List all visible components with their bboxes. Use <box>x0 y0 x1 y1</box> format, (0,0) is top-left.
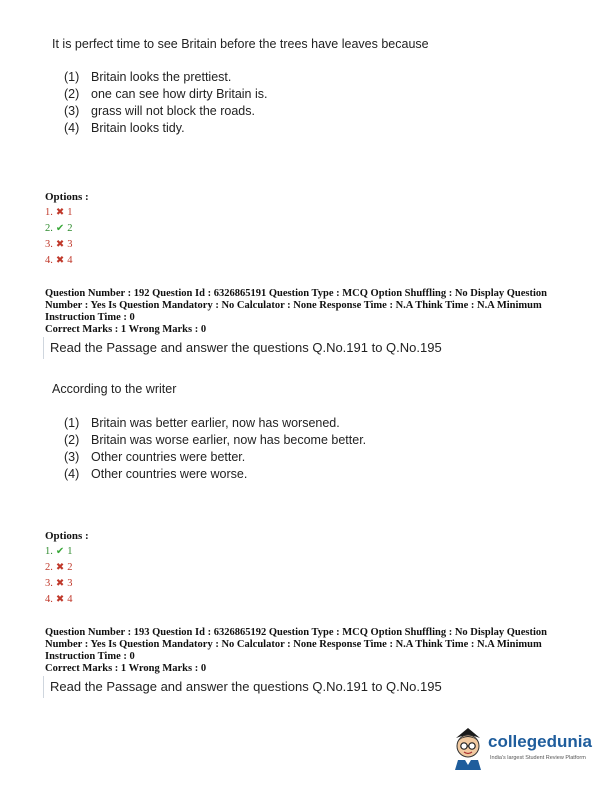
answer-choice <box>64 467 247 481</box>
option-item <box>45 207 73 218</box>
collegedunia-logo <box>450 724 600 774</box>
option-item <box>45 594 73 605</box>
question-text: It is perfect time to see Britain before the trees have leaves because <box>52 37 429 51</box>
option-prefix: 4. <box>45 594 53 605</box>
meta-line: Question Number : 193 Question Id : 6326865192 Question Type : MCQ Option Shuffling : No Display Question <box>45 627 548 638</box>
option-prefix: 2. <box>45 223 53 234</box>
answer-text: Britain was better earlier, now has worsened. <box>91 416 340 430</box>
option-value: 4 <box>67 255 73 266</box>
cross-icon: ✖ <box>55 594 65 605</box>
answer-number: (4) <box>64 467 80 481</box>
cross-icon: ✖ <box>55 207 65 218</box>
meta-line: Number : Yes Is Question Mandatory : No Calculator : None Response Time : N.A Think Time : N.A Minimum <box>45 300 542 311</box>
option-value: 4 <box>67 594 73 605</box>
option-value: 3 <box>67 239 73 250</box>
option-item <box>45 223 73 234</box>
answer-choice <box>64 104 255 118</box>
logo-tagline: India's largest Student Review Platform <box>490 755 586 761</box>
cross-icon: ✖ <box>55 239 65 250</box>
answer-choice <box>64 87 267 101</box>
logo-wordmark: collegedunia <box>488 732 592 751</box>
option-value: 1 <box>67 546 73 557</box>
meta-line: Number : Yes Is Question Mandatory : No Calculator : None Response Time : N.A Think Time : N.A Minimum <box>45 639 542 650</box>
check-icon: ✔ <box>55 223 65 234</box>
cross-icon: ✖ <box>55 578 65 589</box>
option-prefix: 1. <box>45 207 53 218</box>
options-heading: Options : <box>45 191 89 203</box>
meta-line: Instruction Time : 0 <box>45 312 135 323</box>
option-prefix: 4. <box>45 255 53 266</box>
passage-instruction: Read the Passage and answer the questions Q.No.191 to Q.No.195 <box>43 676 570 698</box>
answer-text: Other countries were better. <box>91 450 246 464</box>
option-value: 3 <box>67 578 73 589</box>
answer-number: (2) <box>64 433 80 447</box>
option-prefix: 3. <box>45 578 53 589</box>
option-value: 2 <box>67 223 73 234</box>
answer-text: Britain looks the prettiest. <box>91 70 232 84</box>
answer-number: (1) <box>64 416 80 430</box>
option-prefix: 1. <box>45 546 53 557</box>
answer-choice <box>64 450 245 464</box>
student-mascot-icon <box>450 724 486 772</box>
answer-number: (3) <box>64 450 80 464</box>
answer-choice <box>64 416 340 430</box>
answer-number: (1) <box>64 70 80 84</box>
options-heading: Options : <box>45 530 89 542</box>
marks-line: Correct Marks : 1 Wrong Marks : 0 <box>45 663 207 674</box>
question-text: According to the writer <box>52 382 177 396</box>
answer-text: Britain looks tidy. <box>91 121 185 135</box>
option-item <box>45 562 73 573</box>
option-prefix: 2. <box>45 562 53 573</box>
question-meta <box>45 627 575 675</box>
answer-text: grass will not block the roads. <box>91 104 255 118</box>
option-value: 2 <box>67 562 73 573</box>
answer-choice <box>64 433 366 447</box>
answer-text: Other countries were worse. <box>91 467 248 481</box>
option-item <box>45 578 73 589</box>
check-icon: ✔ <box>55 546 65 557</box>
meta-line: Instruction Time : 0 <box>45 651 135 662</box>
answer-number: (4) <box>64 121 80 135</box>
option-item <box>45 546 73 557</box>
option-item <box>45 239 73 250</box>
answer-text: one can see how dirty Britain is. <box>91 87 268 101</box>
option-prefix: 3. <box>45 239 53 250</box>
question-meta <box>45 288 575 336</box>
passage-instruction: Read the Passage and answer the questions Q.No.191 to Q.No.195 <box>43 337 570 359</box>
answer-number: (3) <box>64 104 80 118</box>
answer-choice <box>64 70 231 84</box>
option-value: 1 <box>67 207 73 218</box>
meta-line: Question Number : 192 Question Id : 6326865191 Question Type : MCQ Option Shuffling : No Display Question <box>45 288 548 299</box>
answer-choice <box>64 121 185 135</box>
cross-icon: ✖ <box>55 562 65 573</box>
answer-text: Britain was worse earlier, now has become better. <box>91 433 367 447</box>
answer-number: (2) <box>64 87 80 101</box>
option-item <box>45 255 73 266</box>
cross-icon: ✖ <box>55 255 65 266</box>
marks-line: Correct Marks : 1 Wrong Marks : 0 <box>45 324 207 335</box>
